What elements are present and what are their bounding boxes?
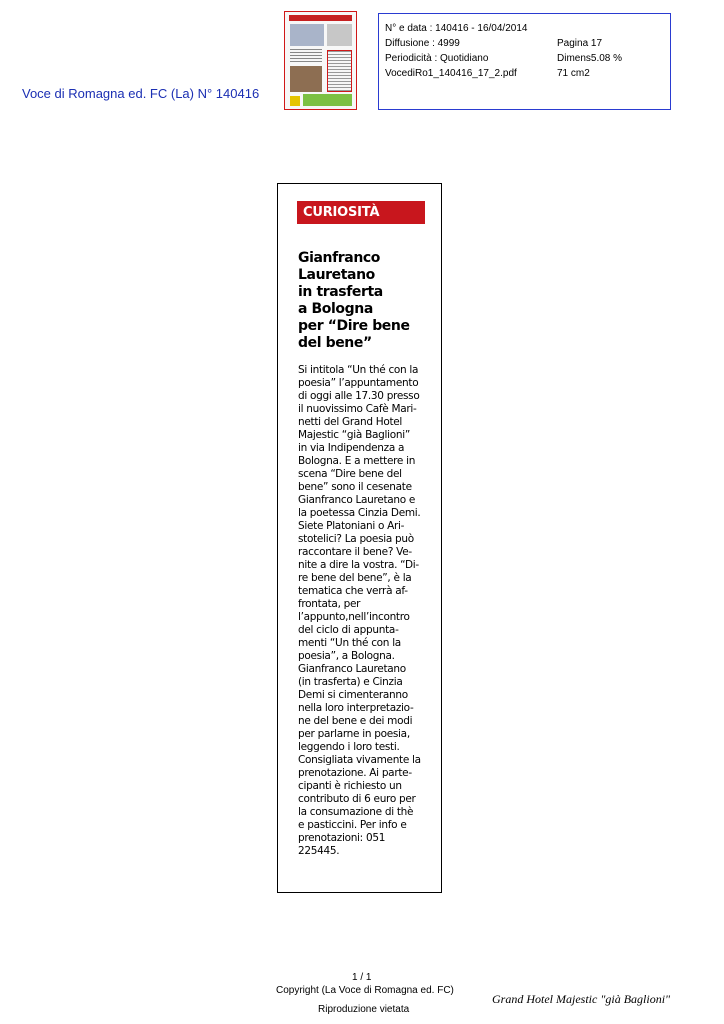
meta-area: 71 cm2 [557,68,590,79]
body-line: Siete Platoniani o Ari- [298,520,405,532]
headline-line: Lauretano [298,267,375,283]
body-line: per parlarne in poesia, [298,728,410,740]
headline-line: in trasferta [298,284,383,300]
body-line: menti “Un thé con la [298,637,401,649]
body-line: poesia”, a Bologna. [298,650,395,662]
body-line: (in trasferta) e Cinzia [298,676,403,688]
body-line: bene” sono il cesenate [298,481,412,493]
body-line: Consigliata vivamente la [298,754,421,766]
headline-line: per “Dire bene [298,318,410,334]
body-line: di oggi alle 17.30 presso [298,390,420,402]
meta-file: VocediRo1_140416_17_2.pdf [385,68,517,79]
body-line: prenotazione. Ai parte- [298,767,412,779]
body-line: Gianfranco Lauretano e [298,494,416,506]
body-line: la consumazione di thè [298,806,414,818]
body-line: frontata, per [298,598,361,610]
body-line: nella loro interpretazio- [298,702,414,714]
body-line: leggendo i loro testi. [298,741,400,753]
article-body [298,364,438,858]
body-line: la poetessa Cinzia Demi. [298,507,421,519]
body-line: cipanti è richiesto un [298,780,402,792]
body-line: 225445. [298,845,340,857]
body-line: Si intitola “Un thé con la [298,364,419,376]
meta-pagina: Pagina 17 [557,38,603,49]
article-headline [298,250,438,352]
body-line: stotelici? La poesia può [298,533,414,545]
page-thumbnail [284,11,357,110]
meta-numero-data: N° e data : 140416 - 16/04/2014 [385,23,528,34]
page-count: 1 / 1 [352,972,372,983]
body-line: Demi si cimenteranno [298,689,408,701]
body-line: ne del bene e dei modi [298,715,413,727]
article-kicker: CURIOSITÀ [297,201,425,224]
keyword-label: Grand Hotel Majestic "già Baglioni" [492,992,671,1006]
body-line: prenotazioni: 051 [298,832,386,844]
meta-periodicita: Periodicità : Quotidiano [385,53,489,64]
headline-line: del bene” [298,335,372,351]
copyright-notice: Copyright (La Voce di Romagna ed. FC) [276,985,454,996]
body-line: scena “Dire bene del [298,468,402,480]
article-clipping [277,183,442,893]
body-line: contributo di 6 euro per [298,793,416,805]
body-line: del ciclo di appunta- [298,624,399,636]
body-line: Gianfranco Lauretano [298,663,406,675]
body-line: re bene del bene”, è la [298,572,412,584]
body-line: raccontare il bene? Ve- [298,546,412,558]
metadata-box [378,13,671,110]
meta-diffusione: Diffusione : 4999 [385,38,460,49]
body-line: l’appunto,nell’incontro [298,611,410,623]
headline-line: a Bologna [298,301,373,317]
meta-dimensione: Dimens5.08 % [557,53,623,64]
reproduction-notice: Riproduzione vietata [318,1004,410,1015]
source-title: Voce di Romagna ed. FC (La) N° 140416 [22,86,260,101]
body-line: Majestic “già Baglioni” [298,429,410,441]
body-line: netti del Grand Hotel [298,416,403,428]
headline-line: Gianfranco [298,250,381,266]
body-line: il nuovissimo Cafè Mari- [298,403,417,415]
body-line: tematica che verrà af- [298,585,408,597]
body-line: in via Indipendenza a [298,442,405,454]
body-line: e pasticcini. Per info e [298,819,407,831]
body-line: poesia” l’appuntamento [298,377,419,389]
body-line: Bologna. E a mettere in [298,455,416,467]
body-line: nite a dire la vostra. “Di- [298,559,419,571]
